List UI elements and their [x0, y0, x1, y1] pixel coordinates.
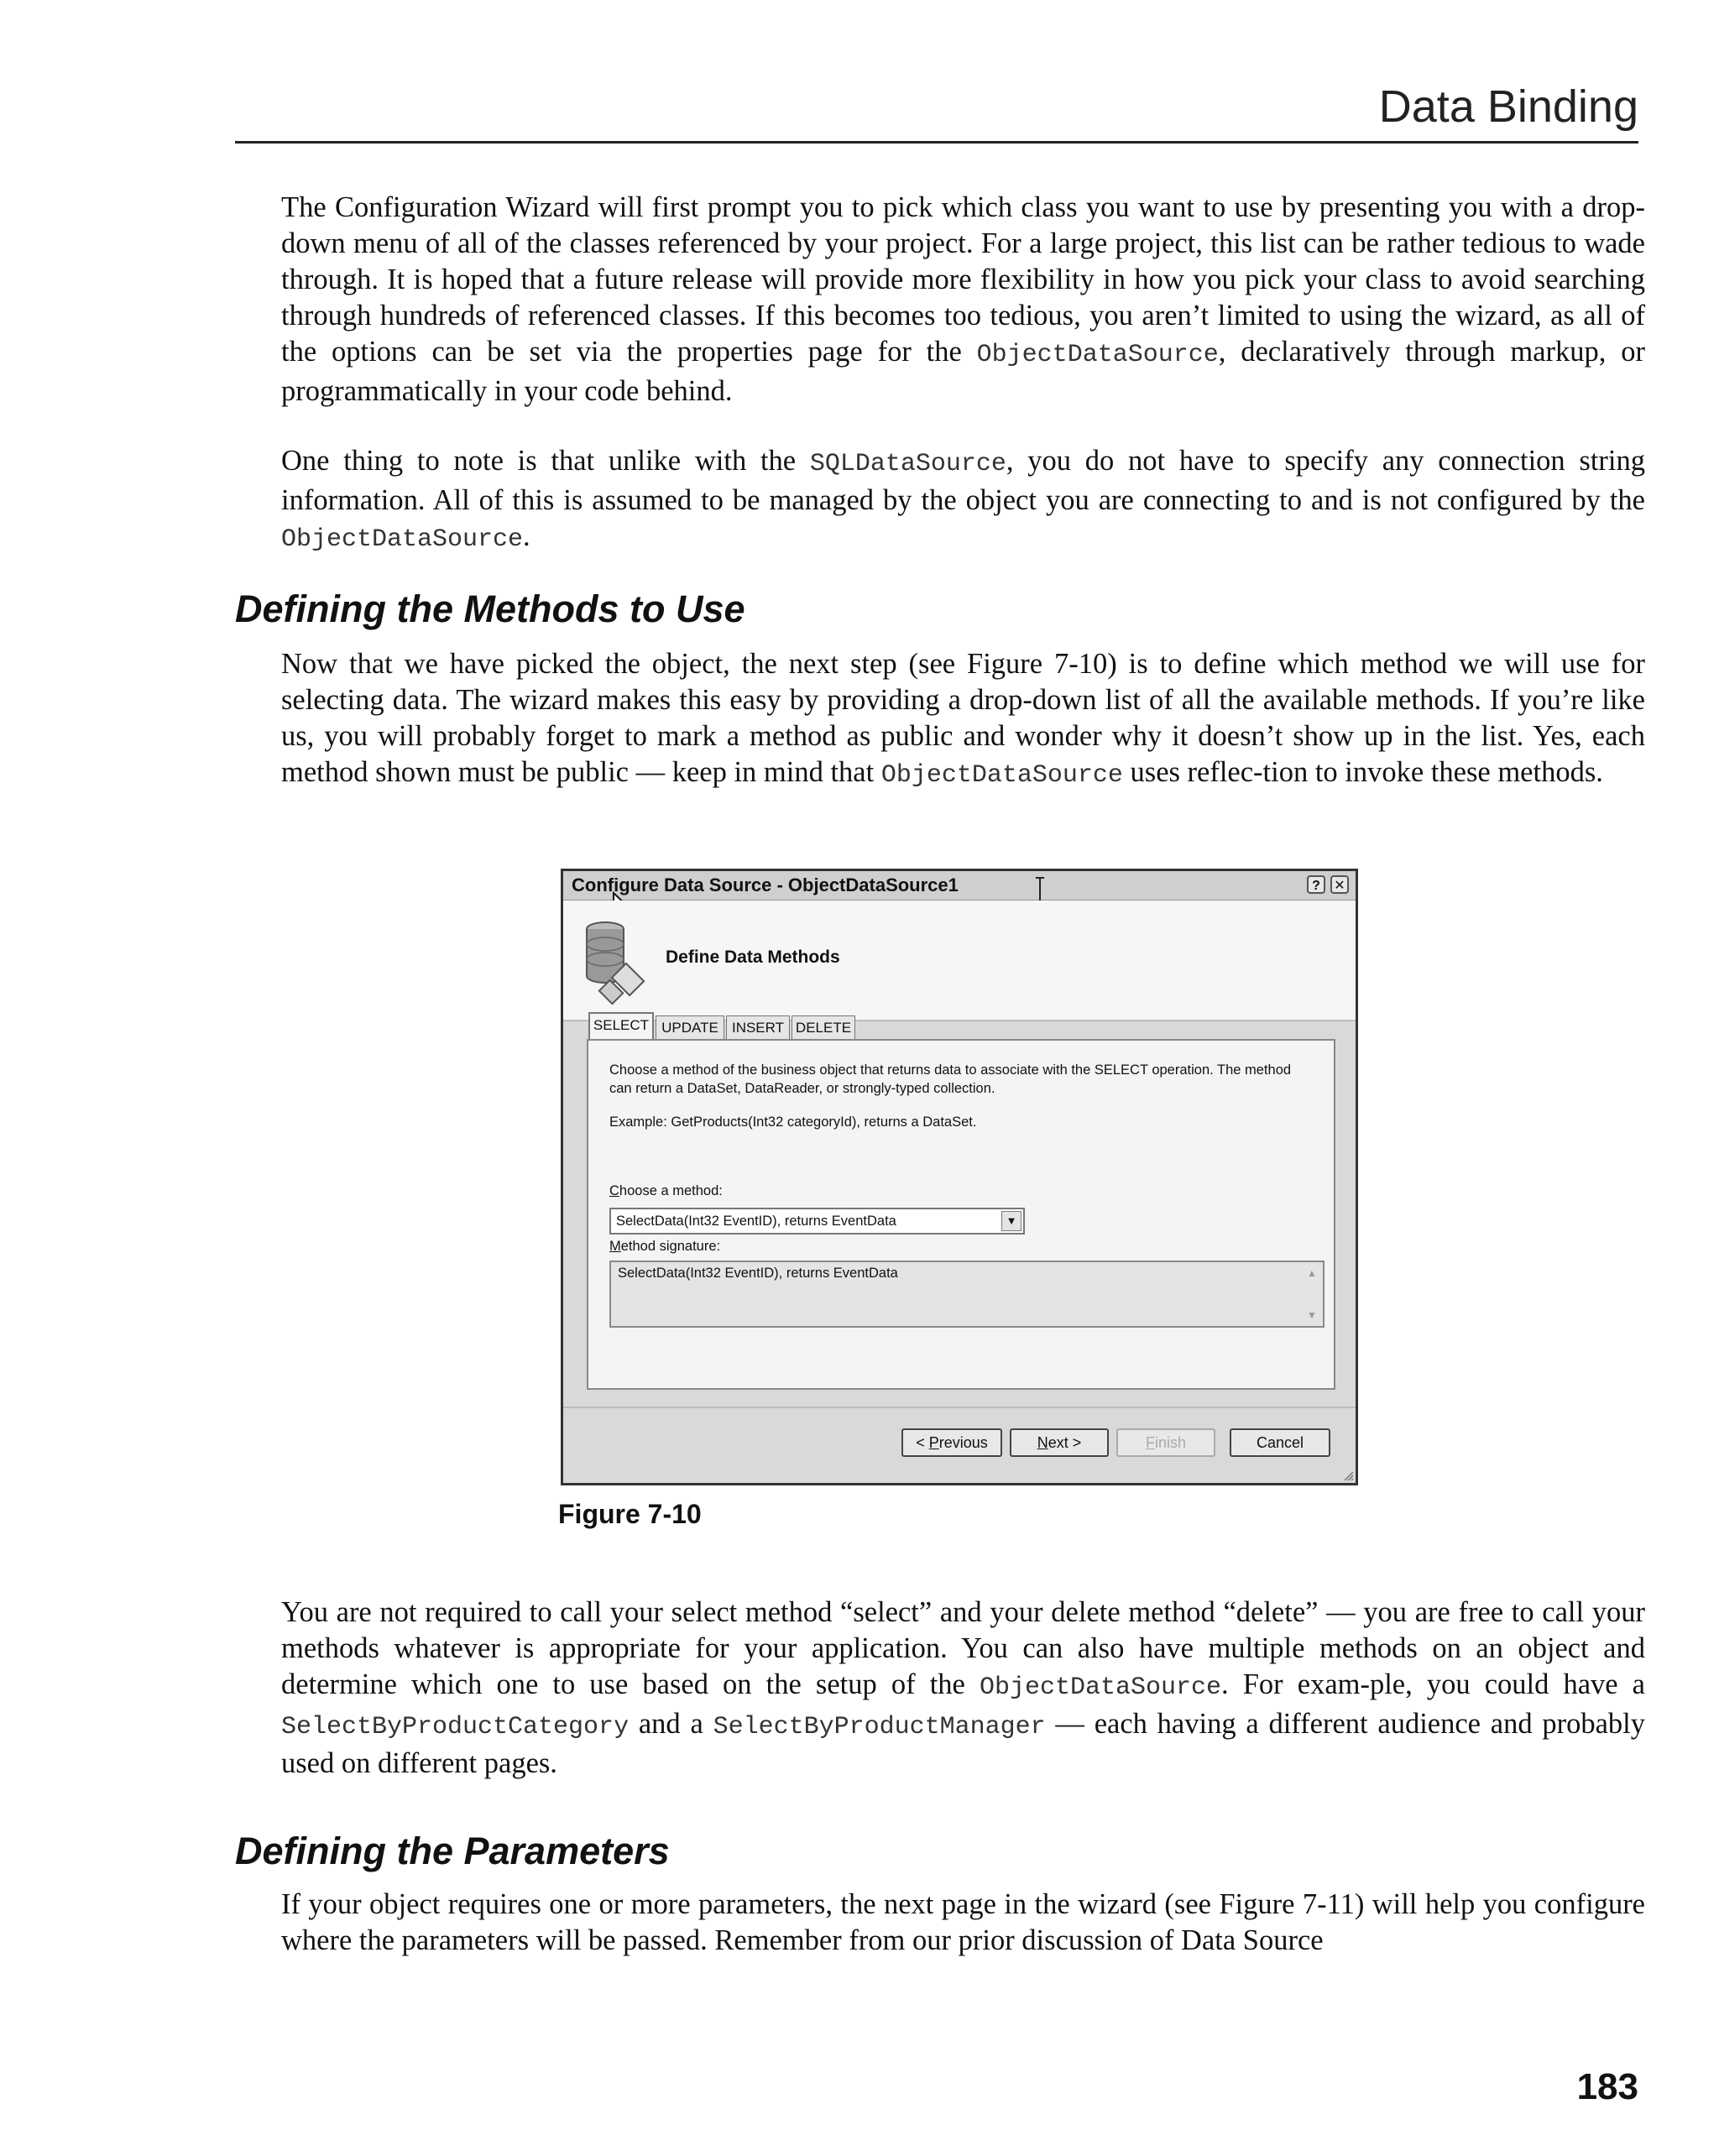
code-inline: SQLDataSource — [809, 450, 1006, 478]
chevron-down-icon[interactable]: ▼ — [1001, 1211, 1021, 1231]
tab-update[interactable]: UPDATE — [656, 1015, 724, 1039]
btn-text: inish — [1154, 1434, 1187, 1451]
dialog-header-panel — [563, 901, 1356, 1021]
text: , you do not have to specify any connection string information. All of this is assumed to be managed by the object you are connecting to and is not configured by the — [281, 445, 1645, 516]
text: uses reflec-tion to invoke these methods. — [1122, 756, 1603, 788]
text: Now that we have picked the object, the next step (see Figure 7-10) is to define which method we will use for selecting data. The wizard makes this easy by providing a drop-down list of all the available methods. If you’re like us, you will probably forget to mark a method as public and wonder why it doesn’t show up in the list. Yes, each method shown must be public — keep in mind that — [281, 648, 1645, 788]
cancel-button[interactable]: Cancel — [1230, 1428, 1330, 1457]
text: . For exam-ple, you could have a — [1221, 1668, 1645, 1700]
method-signature-value: SelectData(Int32 EventID), returns EventData — [618, 1266, 898, 1281]
paragraph-method-naming — [281, 1595, 1645, 1782]
finish-button[interactable] — [1116, 1428, 1215, 1457]
method-dropdown[interactable] — [609, 1208, 1025, 1235]
configure-data-source-dialog — [561, 869, 1358, 1485]
text: If your object requires one or more parameters, the next page in the wizard (see Figure 7-11) will help you configure where the parameters will be passed. Remember from our prior discussion of Data Source — [281, 1888, 1645, 1956]
scroll-up-icon[interactable]: ▲ — [1307, 1267, 1317, 1279]
resize-grip-icon[interactable] — [1342, 1470, 1354, 1481]
signature-scrollbar[interactable] — [1303, 1264, 1321, 1324]
paragraph-methods — [281, 646, 1645, 794]
close-button[interactable]: ✕ — [1330, 875, 1349, 894]
select-tab-panel — [587, 1039, 1335, 1390]
previous-button[interactable] — [901, 1428, 1002, 1457]
label-text: ethod signature: — [620, 1239, 721, 1254]
mnemonic: N — [1037, 1434, 1048, 1451]
code-inline: SelectByProductManager — [713, 1713, 1046, 1741]
dialog-titlebar — [563, 871, 1356, 901]
section-heading-methods: Defining the Methods to Use — [235, 587, 745, 630]
tab-insert[interactable]: INSERT — [726, 1015, 790, 1039]
paragraph-connection-note — [281, 443, 1645, 558]
code-inline: ObjectDataSource — [281, 525, 524, 554]
section-heading-parameters: Defining the Parameters — [235, 1830, 670, 1872]
dialog-title: Configure Data Source - ObjectDataSource1 — [572, 874, 959, 895]
database-wizard-icon — [578, 911, 654, 1011]
help-button[interactable]: ? — [1307, 875, 1325, 894]
text: The Configuration Wizard will first prompt you to pick which class you want to use by presenting you with a drop-down menu of all of the classes referenced by your project. For a large project, this list can be rather tedious to wade through. It is hoped that a future release will provide more flexibility in how you pick your class to avoid searching through hundreds of referenced classes. If this becomes too tedious, you aren’t limited to using the wizard, as all of the options can be set via the properties page for the — [281, 191, 1645, 368]
tab-delete[interactable]: DELETE — [792, 1015, 855, 1039]
scroll-down-icon[interactable]: ▼ — [1307, 1309, 1317, 1321]
running-header-title: Data Binding — [1378, 81, 1638, 132]
code-inline: SelectByProductCategory — [281, 1713, 630, 1741]
btn-text: revious — [938, 1434, 988, 1451]
mnemonic: P — [928, 1434, 939, 1451]
choose-method-label — [609, 1183, 723, 1199]
mnemonic: C — [609, 1183, 619, 1198]
figure-caption: Figure 7-10 — [558, 1499, 702, 1529]
method-signature-label — [609, 1239, 720, 1255]
selected-method-value: SelectData(Int32 EventID), returns EventData — [616, 1214, 896, 1229]
code-inline: ObjectDataSource — [979, 1673, 1221, 1702]
tab-select[interactable]: SELECT — [588, 1012, 654, 1039]
mnemonic: M — [609, 1239, 621, 1254]
paragraph-parameters — [281, 1887, 1645, 1959]
method-signature-field[interactable] — [609, 1261, 1325, 1328]
text: and a — [629, 1708, 713, 1740]
dialog-heading: Define Data Methods — [666, 947, 840, 967]
header-rule — [235, 141, 1638, 144]
text: . — [523, 520, 530, 552]
label-text: hoose a method: — [619, 1183, 723, 1198]
text: — each having a different audience and probably used on different pages. — [281, 1708, 1645, 1779]
text: , declaratively through markup, or programmatically in your code behind. — [281, 336, 1645, 407]
operation-description: Choose a method of the business object that returns data to associate with the SELECT operation. The method can return a DataSet, DataReader, or strongly-typed collection. — [609, 1062, 1292, 1096]
dialog-separator — [563, 1407, 1356, 1408]
paragraph-wizard-intro — [281, 190, 1645, 410]
text: You are not required to call your select method “select” and your delete method “delete” — you are free to call your methods whatever is appropriate for your application. You can also have multiple methods on an object and determine which one to use based on the setup of the — [281, 1596, 1645, 1700]
btn-text: ext > — [1048, 1434, 1082, 1451]
code-inline: ObjectDataSource — [880, 761, 1123, 790]
mnemonic: F — [1145, 1434, 1155, 1451]
btn-text: < — [916, 1434, 929, 1451]
next-button[interactable] — [1010, 1428, 1109, 1457]
code-inline: ObjectDataSource — [976, 341, 1219, 369]
page-number: 183 — [1576, 2066, 1638, 2107]
example-text: Example: GetProducts(Int32 categoryId), returns a DataSet. — [609, 1115, 977, 1130]
text: One thing to note is that unlike with the — [281, 445, 810, 477]
